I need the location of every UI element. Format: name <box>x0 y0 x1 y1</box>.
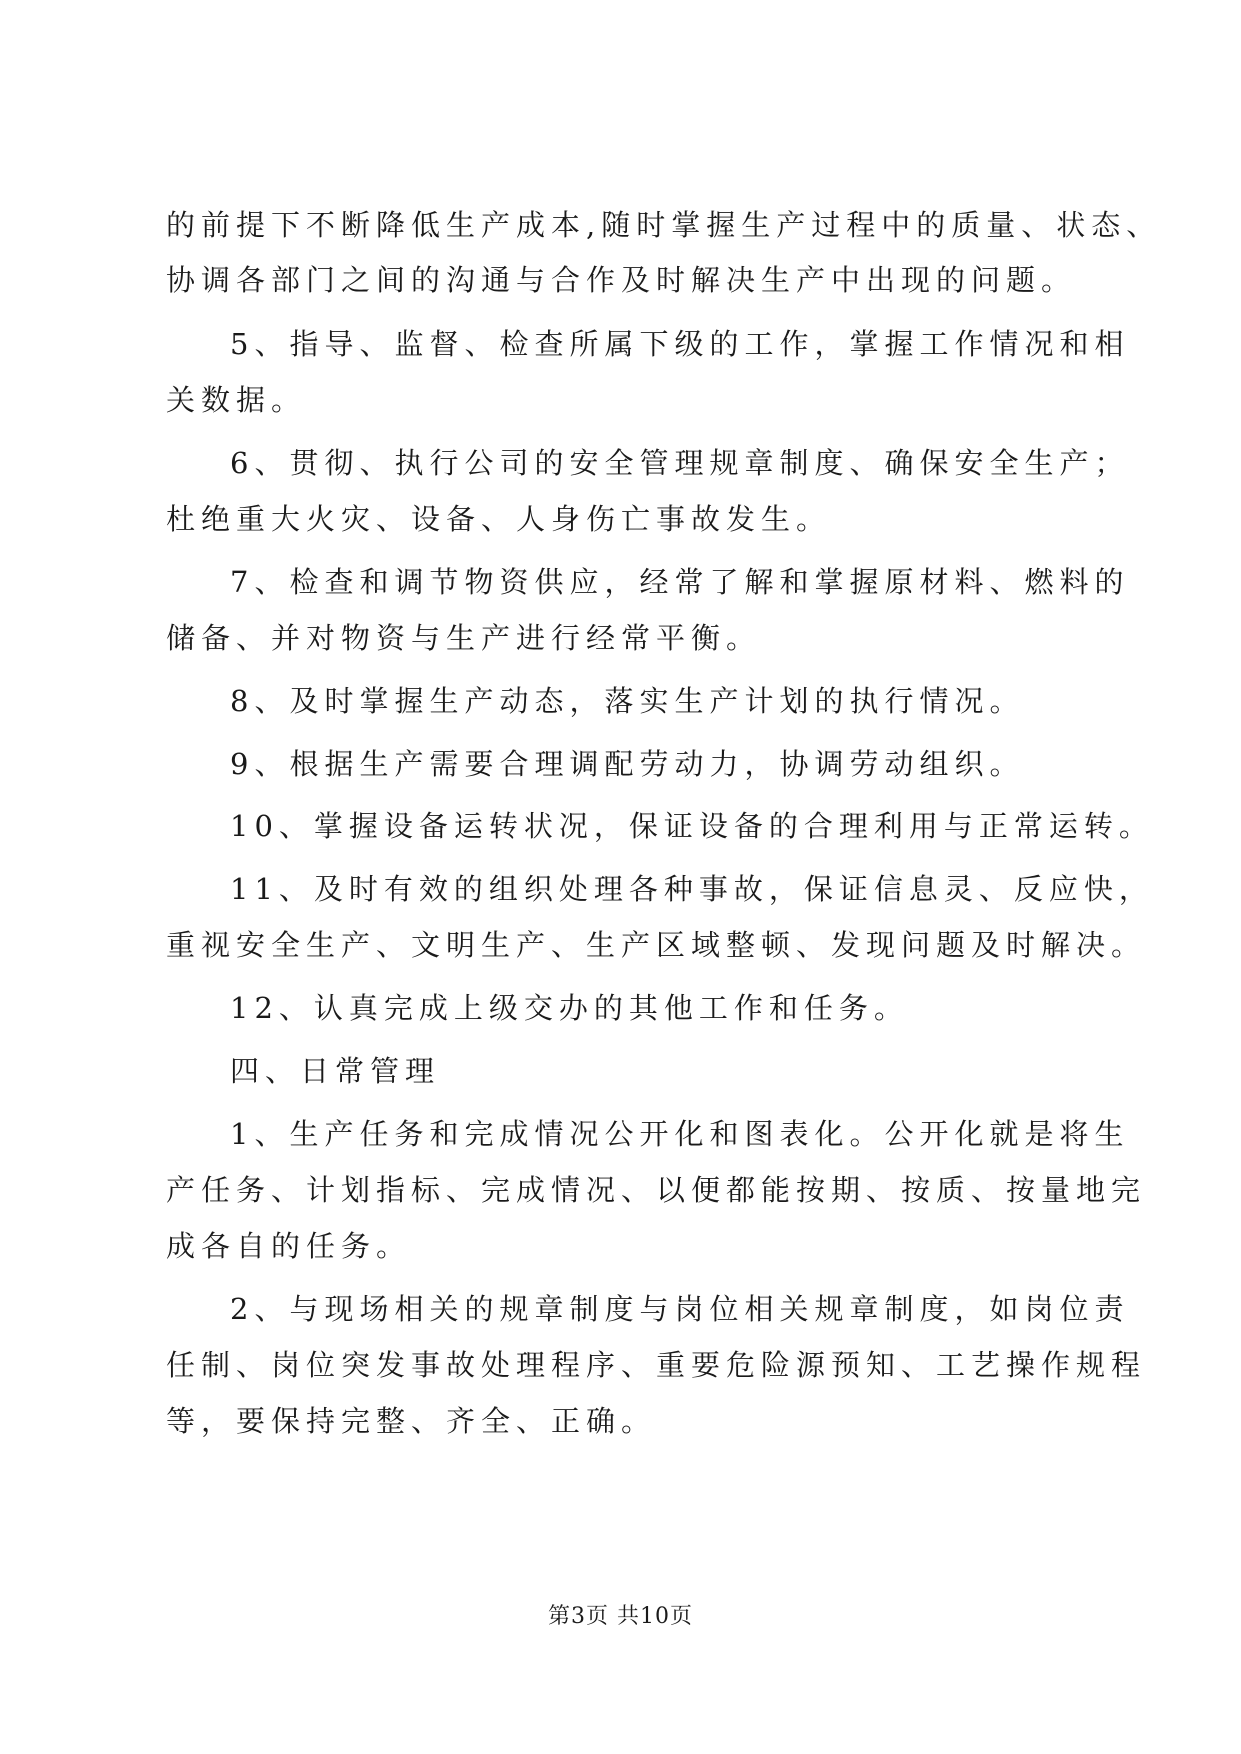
text-line: 储备、并对物资与生产进行经常平衡。 <box>166 621 762 655</box>
text-line: 的前提下不断降低生产成本,随时掌握生产过程中的质量、状态、 <box>166 208 1162 242</box>
text-line: 11、及时有效的组织处理各种事故，保证信息灵、反应快， <box>230 872 1154 906</box>
text-line: 任制、岗位突发事故处理程序、重要危险源预知、工艺操作规程 <box>166 1348 1147 1382</box>
section-heading: 四、日常管理 <box>230 1054 441 1088</box>
text-line: 7、检查和调节物资供应，经常了解和掌握原材料、燃料的 <box>230 565 1130 599</box>
page-footer: 第3页 共10页 <box>548 1604 693 1629</box>
text-line: 8、及时掌握生产动态，落实生产计划的执行情况。 <box>230 684 1025 718</box>
text-line: 产任务、计划指标、完成情况、以便都能按期、按质、按量地完 <box>166 1173 1147 1207</box>
text-line: 6、贯彻、执行公司的安全管理规章制度、确保安全生产； <box>230 446 1130 480</box>
text-line: 5、指导、监督、检查所属下级的工作，掌握工作情况和相 <box>230 327 1130 361</box>
text-line: 协调各部门之间的沟通与合作及时解决生产中出现的问题。 <box>166 263 1077 297</box>
text-line: 10、掌握设备运转状况，保证设备的合理利用与正常运转。 <box>230 809 1154 843</box>
text-line: 2、与现场相关的规章制度与岗位相关规章制度，如岗位责 <box>230 1292 1130 1326</box>
text-line: 关数据。 <box>166 383 307 417</box>
text-line: 杜绝重大火灾、设备、人身伤亡事故发生。 <box>166 502 832 536</box>
text-line: 12、认真完成上级交办的其他工作和任务。 <box>230 991 909 1025</box>
text-line: 等，要保持完整、齐全、正确。 <box>166 1404 657 1438</box>
text-line: 成各自的任务。 <box>166 1229 412 1263</box>
text-line: 9、根据生产需要合理调配劳动力，协调劳动组织。 <box>230 747 1025 781</box>
text-line: 1、生产任务和完成情况公开化和图表化。公开化就是将生 <box>230 1117 1130 1151</box>
text-line: 重视安全生产、文明生产、生产区域整顿、发现问题及时解决。 <box>166 928 1147 962</box>
